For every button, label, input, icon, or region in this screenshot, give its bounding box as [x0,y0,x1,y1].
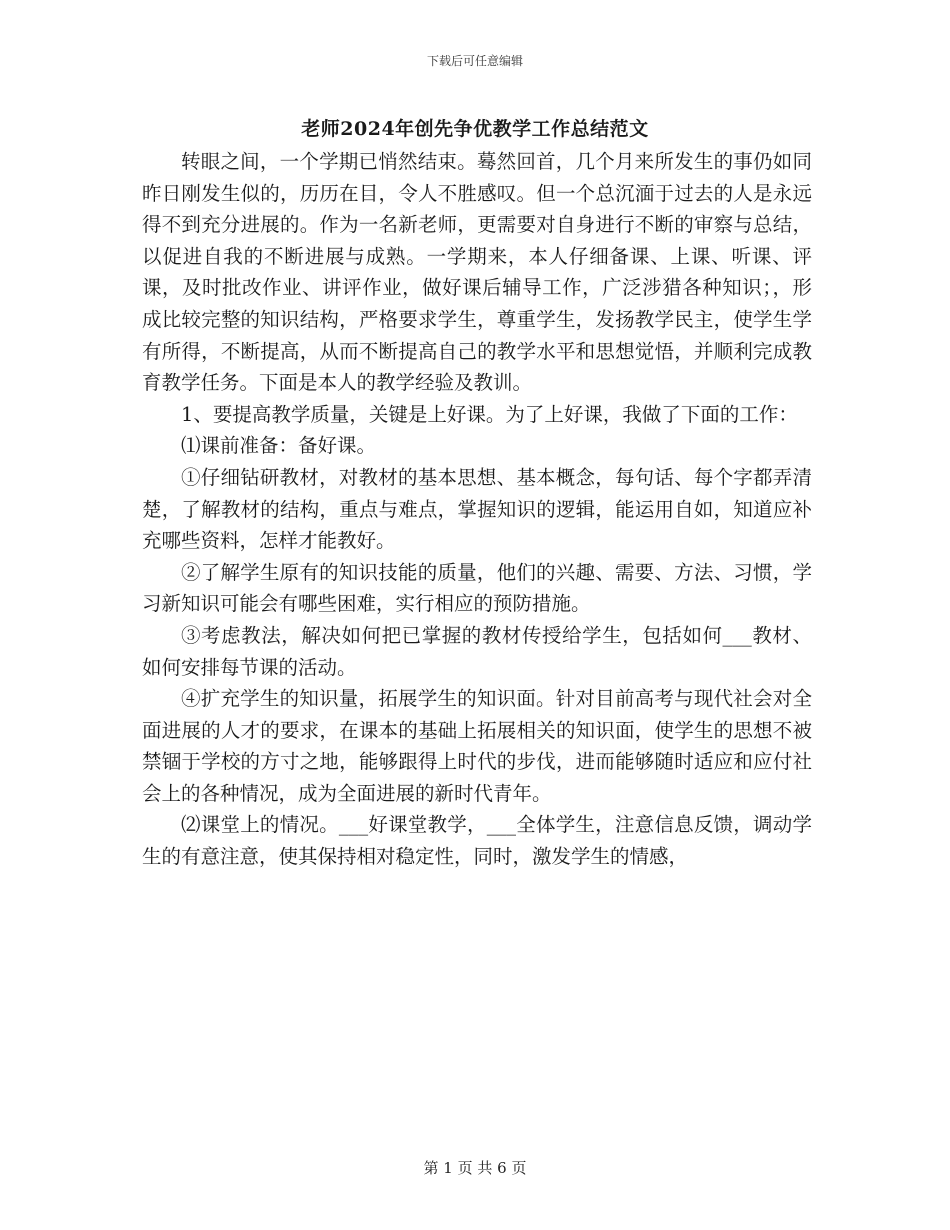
paragraph-item-3: ③考虑教法，解决如何把已掌握的教材传授给学生，包括如何___教材、如何安排每节课的活动。 [142,623,812,679]
paragraph-item-1: ①仔细钻研教材，对教材的基本思想、基本概念，每句话、每个字都弄清楚，了解教材的结构，重点与难点，掌握知识的逻辑，能运用自如，知道应补充哪些资料，怎样才能教好。 [142,465,812,553]
page-number: 第 1 页 共 6 页 [423,1159,527,1177]
paragraph-intro: 转眼之间，一个学期已悄然结束。蓦然回首，几个月来所发生的事仍如同昨日刚发生似的，历历在目，令人不胜感叹。但一个总沉湎于过去的人是永远得不到充分进展的。作为一名新老师，更需要对自身进行不断的审察与总结，以促进自我的不断进展与成熟。一学期来，本人仔细备课、上课、听课、评课，及时批改作业、讲评作业，做好课后辅导工作，广泛涉猎各种知识；，形成比较完整的知识结构，严格要求学生，尊重学生，发扬教学民主，使学生学有所得，不断提高，从而不断提高自己的教学水平和思想觉悟，并顺利完成教育教学任务。下面是本人的教学经验及教训。 [142,150,812,395]
document-title: 老师2024年创先争优教学工作总结范文 [301,118,649,140]
document-body [142,146,812,873]
paragraph-section-1: 1、要提高教学质量，关键是上好课。为了上好课，我做了下面的工作： [181,402,798,426]
paragraph-subsection-2: ⑵课堂上的情况。___好课堂教学，___全体学生，注意信息反馈，调动学生的有意注意，使其保持相对稳定性，同时，激发学生的情感， [142,813,812,869]
paragraph-item-2: ②了解学生原有的知识技能的质量，他们的兴趣、需要、方法、习惯，学习新知识可能会有哪些困难，实行相应的预防措施。 [142,560,812,616]
paragraph-subsection-1: ⑴课前准备：备好课。 [181,434,377,458]
header-note: 下载后可任意编辑 [426,54,523,68]
paragraph-item-4: ④扩充学生的知识量，拓展学生的知识面。针对目前高考与现代社会对全面进展的人才的要求，在课本的基础上拓展相关的知识面，使学生的思想不被禁锢于学校的方寸之地，能够跟得上时代的步伐，进而能够随时适应和应付社会上的各种情况，成为全面进展的新时代青年。 [142,687,812,805]
